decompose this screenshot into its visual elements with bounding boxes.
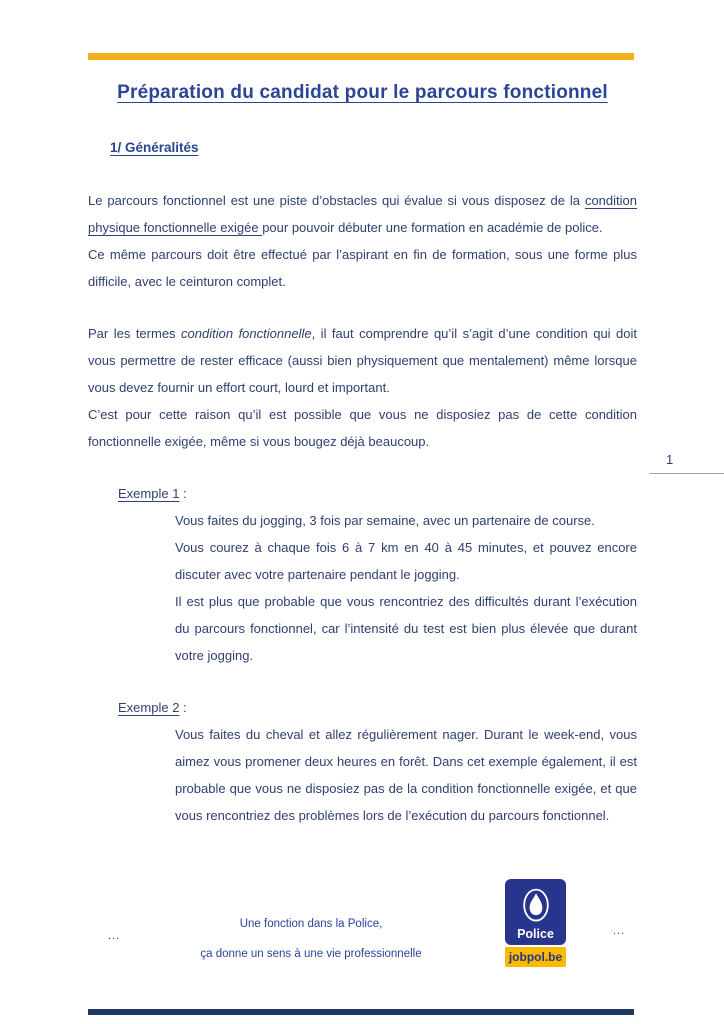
footer-left-dots: ... — [108, 930, 121, 942]
underlined-phrase: condition physique fonctionnelle exigée — [88, 193, 637, 235]
section-heading: 1/ Généralités — [110, 140, 199, 155]
police-logo-block — [505, 879, 566, 945]
example-1-line: Vous courez à chaque fois 6 à 7 km en 40 à 45 minutes, et pouvez encore discuter avec votre partenaire pendant le jogging. — [175, 540, 637, 582]
example-1-label — [118, 480, 637, 507]
example-2-title: Exemple 2 — [118, 700, 180, 715]
spacer — [88, 295, 637, 320]
footer-right-dots: ... — [613, 925, 626, 937]
footer-slogan-line2: ça donne un sens à une vie professionnelle — [200, 948, 422, 960]
paragraph-text: , il faut comprendre qu’il s’agit d’une condition qui doit vous permettre de rester efficace (aussi bien physiquement que mentalement) même lorsque vous devez fournir un effort court, lourd et important. — [88, 326, 638, 395]
police-logo-label: Police — [517, 927, 554, 941]
page-number — [650, 452, 724, 474]
police-flame-icon — [516, 886, 556, 926]
spacer — [88, 669, 637, 694]
paragraph-ceinturon: Ce même parcours doit être effectué par l’aspirant en fin de formation, sous une forme plus difficile, avec le ceinturon complet. — [88, 247, 637, 289]
example-1-line: Il est plus que probable que vous rencontriez des difficultés durant l’exécution du parcours fonctionnel, car l’intensité du test est bien plus élevée que durant votre jogging. — [175, 594, 637, 663]
italic-phrase: condition fonctionnelle — [181, 326, 312, 341]
example-1-title: Exemple 1 — [118, 486, 180, 501]
paragraph-intro — [88, 187, 637, 241]
paragraph-raison: C’est pour cette raison qu’il est possible que vous ne disposiez pas de cette condition fonctionnelle exigée, même si vous bougez déjà beaucoup. — [88, 407, 637, 449]
jobpol-site-label: jobpol.be — [505, 947, 566, 967]
spacer — [88, 455, 637, 480]
paragraph-text: Le parcours fonctionnel est une piste d’obstacles qui évalue si vous disposez de la — [88, 193, 585, 208]
example-2-colon: : — [179, 700, 187, 715]
footer-slogan-line1: Une fonction dans la Police, — [239, 918, 383, 930]
paragraph-text: Par les termes — [88, 326, 182, 341]
example-1-colon: : — [179, 486, 187, 501]
example-2-line: Vous faites du cheval et allez régulièrement nager. Durant le week-end, vous aimez vous promener deux heures en forêt. Dans cet exemple également, il est probable que vous ne disposiez pas de la condition fonctionnelle exigée, et que vous rencontriez des problèmes lors de l’exécution du parcours fonctionnel. — [175, 727, 637, 823]
paragraph-definition — [88, 320, 637, 401]
paragraph-text: pour pouvoir débuter une formation en académie de police. — [262, 220, 603, 235]
document-content — [88, 82, 637, 829]
bottom-accent-bar — [88, 1009, 634, 1015]
police-jobpol-logo — [505, 879, 566, 967]
example-2-label — [118, 694, 637, 721]
page-number-value: 1 — [666, 452, 674, 467]
example-1-line: Vous faites du jogging, 3 fois par semaine, avec un partenaire de course. — [175, 513, 595, 528]
page-title: Préparation du candidat pour le parcours fonctionnel — [117, 82, 608, 103]
top-accent-bar — [88, 53, 634, 60]
